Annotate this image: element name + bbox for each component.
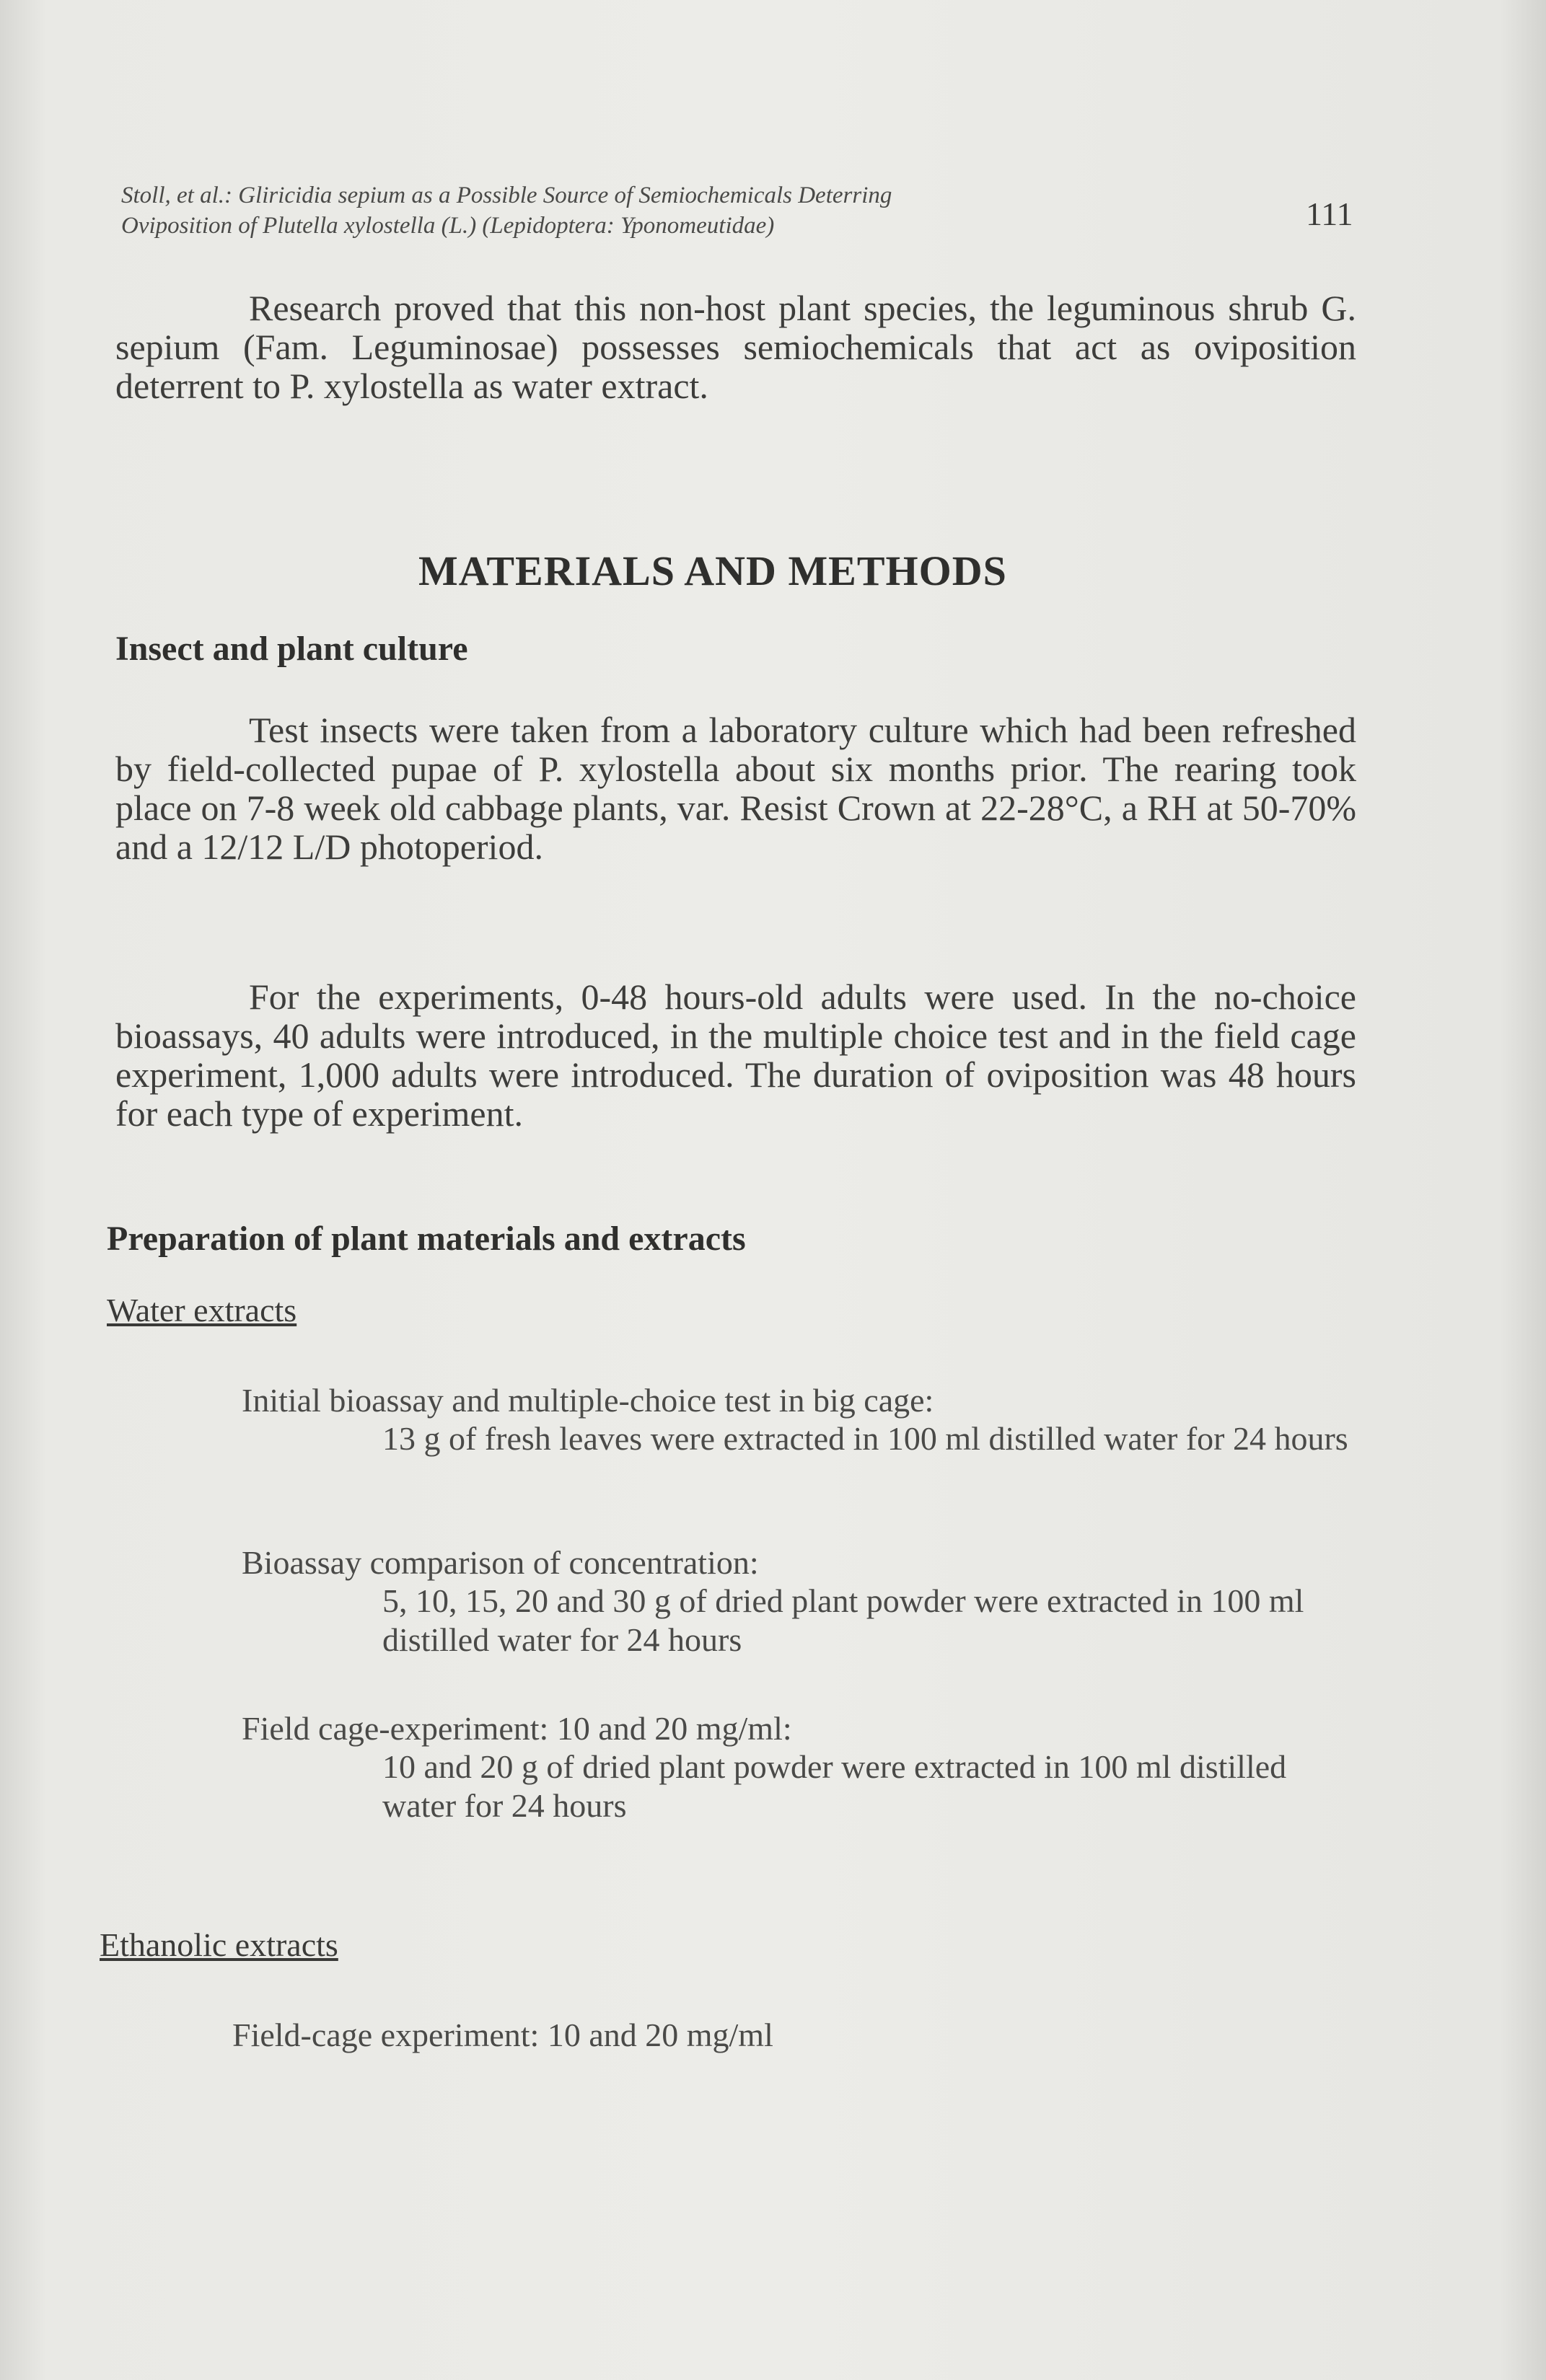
running-head-line-2: Oviposition of Plutella xylostella (L.) (Lepidoptera: Yponomeutidae) (121, 213, 775, 239)
section-title: MATERIALS AND METHODS (418, 547, 1007, 594)
water-item-1 (242, 1381, 1353, 1458)
intro-paragraph-text: Research proved that this non-host plant species, the leguminous shrub G. sepium (Fam. Leguminosae) possesses semiochemicals that act as oviposition deterrent to P. xylostella as water extract. (115, 288, 1356, 406)
intro-paragraph (115, 288, 1356, 405)
water-item-2-body: 5, 10, 15, 20 and 30 g of dried plant powder were extracted in 100 ml distilled water for 24 hours (382, 1582, 1304, 1658)
water-item-1-body: 13 g of fresh leaves were extracted in 100 ml distilled water for 24 hours (382, 1420, 1348, 1457)
insect-culture-paragraph-1-text: Test insects were taken from a laboratory culture which had been refreshed by field-collected pupae of P. xylostella about six months prior. The rearing took place on 7-8 week old cabbage plants, var. Resist Crown at 22-28°C, a RH at 50-70% and a 12/12 L/D photoperiod. (115, 710, 1356, 867)
page-number: 111 (1306, 195, 1353, 232)
water-item-2-label: Bioassay comparison of concentration: (242, 1544, 759, 1581)
water-extracts-heading: Water extracts (107, 1292, 297, 1328)
insect-culture-paragraph-2 (115, 977, 1356, 1133)
water-item-3 (242, 1709, 1353, 1825)
water-item-3-body: 10 and 20 g of dried plant powder were extracted in 100 ml distilled water for 24 hours (382, 1748, 1287, 1824)
water-item-1-label: Initial bioassay and multiple-choice test in big cage: (242, 1382, 934, 1419)
running-head-line-1: Stoll, et al.: Gliricidia sepium as a Possible Source of Semiochemicals Deterring (121, 182, 892, 208)
insect-culture-paragraph-1 (115, 710, 1356, 866)
insect-culture-paragraph-2-text: For the experiments, 0-48 hours-old adults were used. In the no-choice bioassays, 40 adults were introduced, in the multiple choice test and in the field cage experiment, 1,000 adults were introduced. The duration of oviposition was 48 hours for each type of experiment. (115, 977, 1356, 1134)
ethanolic-extracts-heading: Ethanolic extracts (100, 1926, 338, 1963)
water-item-2 (242, 1543, 1353, 1660)
ethanolic-item: Field-cage experiment: 10 and 20 mg/ml (232, 2017, 773, 2053)
insect-culture-heading: Insect and plant culture (115, 630, 468, 668)
water-item-3-label: Field cage-experiment: 10 and 20 mg/ml: (242, 1710, 792, 1747)
running-head (121, 180, 1247, 241)
preparation-heading: Preparation of plant materials and extracts (107, 1220, 746, 1258)
